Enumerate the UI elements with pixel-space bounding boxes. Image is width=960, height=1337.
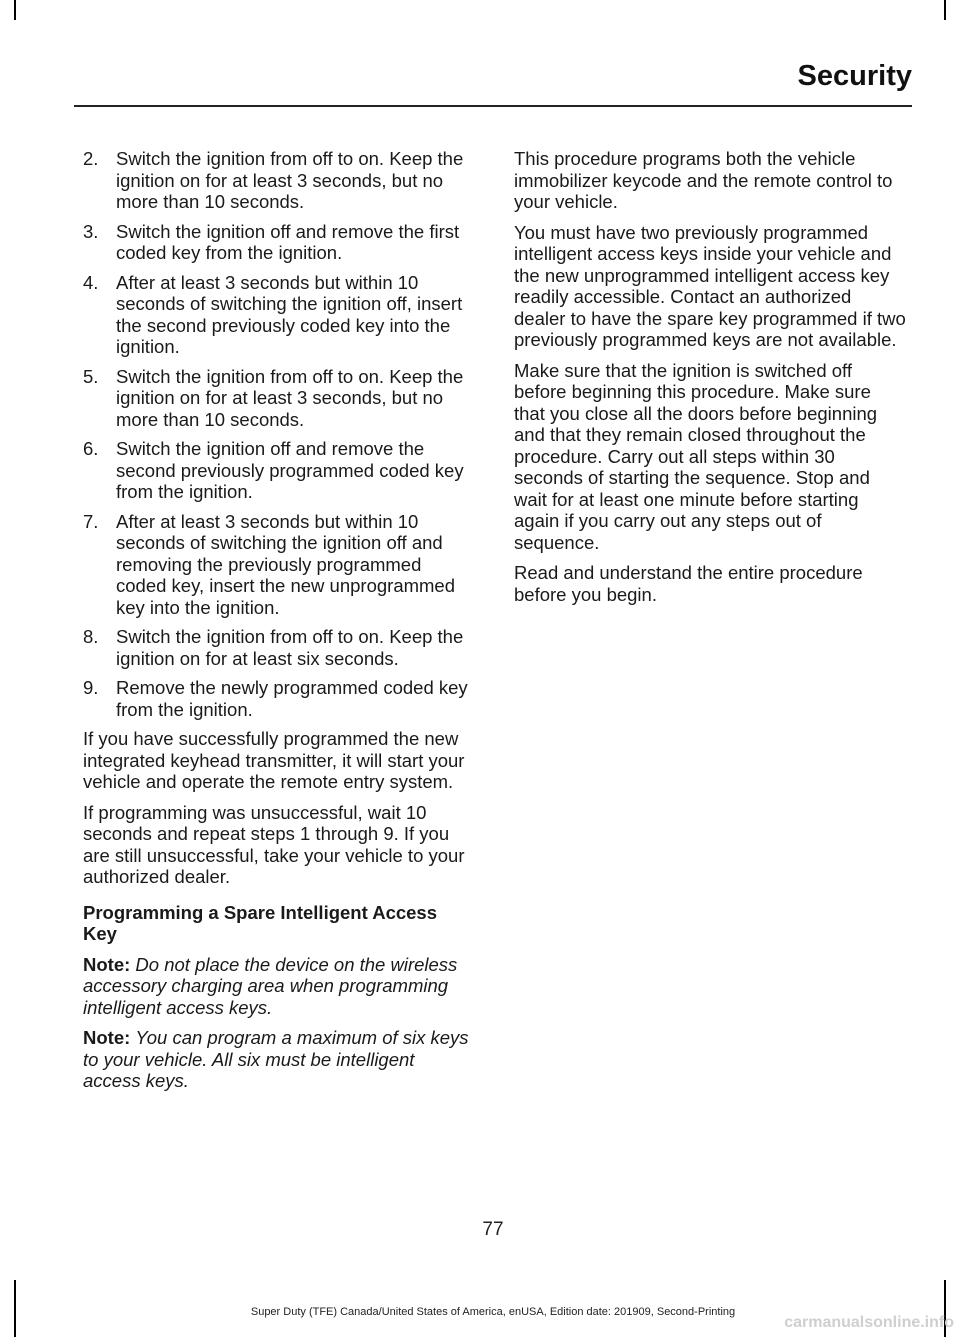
crop-mark-top-right xyxy=(944,0,946,20)
list-item xyxy=(83,148,475,213)
list-item xyxy=(83,366,475,431)
step-number: 4. xyxy=(83,271,99,293)
unsuccessful-paragraph: If programming was unsuccessful, wait 10 seconds and repeat steps 1 through 9. If you are still unsuccessful, take your vehicle to your authorized dealer. xyxy=(83,801,465,887)
list-item xyxy=(83,272,475,358)
step-text: Switch the ignition from off to on. Keep the ignition on for at least 3 seconds, but no more than 10 seconds. xyxy=(116,148,464,212)
step-text: Switch the ignition from off to on. Keep the ignition on for at least 3 seconds, but no more than 10 seconds. xyxy=(116,365,464,430)
step-text: Switch the ignition off and remove the first coded key from the ignition. xyxy=(116,220,460,263)
step-number: 9. xyxy=(83,677,99,698)
read-first-paragraph: Read and understand the entire procedure before you begin. xyxy=(514,562,863,605)
edition-footer: Super Duty (TFE) Canada/United States of America, enUSA, Edition date: 201909, Second-Printing xyxy=(250,1306,736,1318)
step-number: 5. xyxy=(83,365,99,387)
step-text: After at least 3 seconds but within 10 seconds of switching the ignition off and removing the previously programmed coded key, insert the new unprogrammed key into the ignition. xyxy=(116,510,456,618)
note-paragraph xyxy=(83,1027,475,1092)
note-text: You can program a maximum of six keys to your vehicle. All six must be intelligent access keys. xyxy=(83,1027,469,1091)
page-title: Security xyxy=(797,60,912,92)
step-text: After at least 3 seconds but within 10 seconds of switching the ignition off, insert the second previously coded key into the ignition. xyxy=(116,271,463,357)
step-number: 8. xyxy=(83,626,99,647)
step-number: 3. xyxy=(83,220,99,242)
right-column xyxy=(514,148,906,614)
step-number: 7. xyxy=(83,510,99,532)
note-label: Note: xyxy=(83,953,131,975)
section-heading: Programming a Spare Intelligent Access Key xyxy=(83,901,438,944)
list-item xyxy=(83,677,475,720)
step-number: 2. xyxy=(83,148,99,169)
page-number: 77 xyxy=(482,1219,504,1240)
preparation-paragraph: Make sure that the ignition is switched off before beginning this procedure. Make sure that you close all the doors before beginning and that they remain closed throughout the procedure. Carry out all steps within 30 seconds of starting the sequence. Stop and wait for at least one minute before starting again if you carry out any steps out of sequence. xyxy=(514,359,878,553)
list-item xyxy=(83,511,475,619)
note-label: Note: xyxy=(83,1027,131,1048)
success-paragraph: If you have successfully programmed the new integrated keyhead transmitter, it will start your vehicle and operate the remote entry system. xyxy=(83,728,465,792)
requirements-paragraph: You must have two previously programmed intelligent access keys inside your vehicle and the new unprogrammed intelligent access key readily accessible. Contact an authorized dealer to have the spare key programmed if two previously programmed keys are not available. xyxy=(514,221,906,350)
step-text: Remove the newly programmed coded key from the ignition. xyxy=(116,677,468,720)
note-text: Do not place the device on the wireless accessory charging area when programming intelligent access keys. xyxy=(83,953,458,1018)
step-number: 6. xyxy=(83,438,99,459)
left-column xyxy=(83,148,475,1101)
step-text: Switch the ignition from off to on. Keep the ignition on for at least six seconds. xyxy=(116,626,464,669)
watermark: carmanualsonline.info xyxy=(784,1314,954,1331)
list-item xyxy=(83,438,475,503)
procedure-steps-list xyxy=(83,148,475,720)
header-divider xyxy=(74,105,912,107)
note-paragraph xyxy=(83,954,475,1019)
step-text: Switch the ignition off and remove the second previously programmed coded key from the ignition. xyxy=(116,438,464,502)
procedure-intro-paragraph: This procedure programs both the vehicle immobilizer keycode and the remote control to your vehicle. xyxy=(514,148,893,212)
crop-mark-top-left xyxy=(14,0,16,20)
list-item xyxy=(83,626,475,669)
list-item xyxy=(83,221,475,264)
